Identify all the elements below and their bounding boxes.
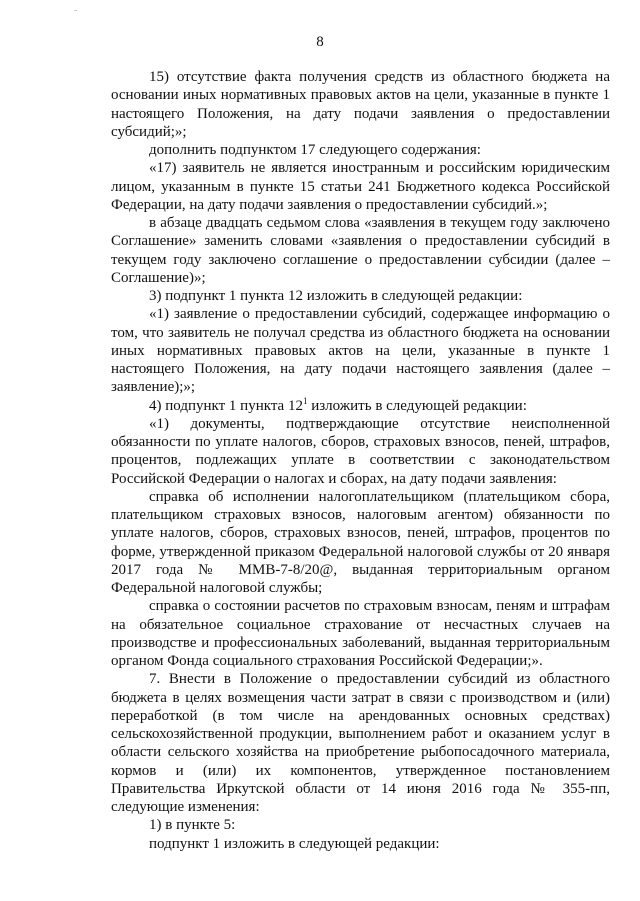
paragraph: справка о состоянии расчетов по страховым взносам, пеням и штрафам на обязательное социальное страхование от несчастных случаев на производстве и профессиональных заболеваний, выданная территориальным органом Фонда социального страхования Российской Федерации;». <box>111 598 610 669</box>
scan-mark <box>74 10 77 11</box>
document-body <box>111 68 610 853</box>
paragraph-item-4 <box>111 397 610 415</box>
paragraph: «1) документы, подтверждающие отсутствие неисполненной обязанности по уплате налогов, сборов, страховых взносов, пеней, штрафов, процентов, подлежащих уплате в соответствии с законодательством Российской Федерации о налогах и сборах, на дату подачи заявления: <box>111 415 610 487</box>
page-number: 8 <box>316 34 324 50</box>
item4-text-before: 4) подпункт 1 пункта 12 <box>149 397 303 414</box>
paragraph: 1) в пункте 5: <box>149 817 236 834</box>
superscript: 1 <box>302 395 308 406</box>
paragraph: «1) заявление о предоставлении субсидий, содержащее информацию о том, что заявитель не получал средства из областного бюджета на основании иных нормативных правовых актов на цели, указанные в пункте 1 настоящего Положения, на дату подачи настоящего заявления (далее – заявление);»; <box>111 306 610 396</box>
paragraph: 7. Внести в Положение о предоставлении субсидий из областного бюджета в целях возмещения части затрат в связи с производством и (или) переработкой (в том числе на арендованных основных средствах) сельскохозяйственной продукции, выполнением работ и оказанием услуг в области сельского хозяйства на приобретение рыбопосадочного материала, кормов и (или) их компонентов, утвержденное постановлением Правительства Иркутской области от 14 июня 2016 года № 355-пп, следующие изменения: <box>111 671 610 815</box>
paragraph: дополнить подпунктом 17 следующего содержания: <box>149 142 481 158</box>
paragraph: 3) подпункт 1 пункта 12 изложить в следующей редакции: <box>149 288 523 304</box>
item4-text-after: изложить в следующей редакции: <box>307 397 527 414</box>
paragraph: справка об исполнении налогоплательщиком (плательщиком сбора, плательщиком страховых взносов, налоговым агентом) обязанности по уплате налогов, сборов, страховых взносов, пеней, штрафов, процентов по форме, утвержденной приказом Федеральной налоговой службы от 20 января 2017 года № ММВ-7-8/20@, выданная территориальным органом Федеральной налоговой службы; <box>111 488 610 596</box>
paragraph: 15) отсутствие факта получения средств из областного бюджета на основании иных нормативных правовых актов на цели, указанные в пункте 1 настоящего Положения, на дату подачи заявления о предоставлении субсидий;»; <box>111 69 610 140</box>
paragraph: подпункт 1 изложить в следующей редакции: <box>149 835 440 852</box>
paragraph: в абзаце двадцать седьмом слова «заявления в текущем году заключено Соглашение» заменить словами «заявления о предоставлении субсидий в текущем году заключено соглашение о предоставлении субсидии (далее – Соглашение)»; <box>111 215 610 286</box>
paragraph: «17) заявитель не является иностранным и российским юридическим лицом, указанным в пункте 15 статьи 241 Бюджетного кодекса Российской Федерации, на дату подачи заявления о предоставлении субсидий.»; <box>111 160 610 213</box>
